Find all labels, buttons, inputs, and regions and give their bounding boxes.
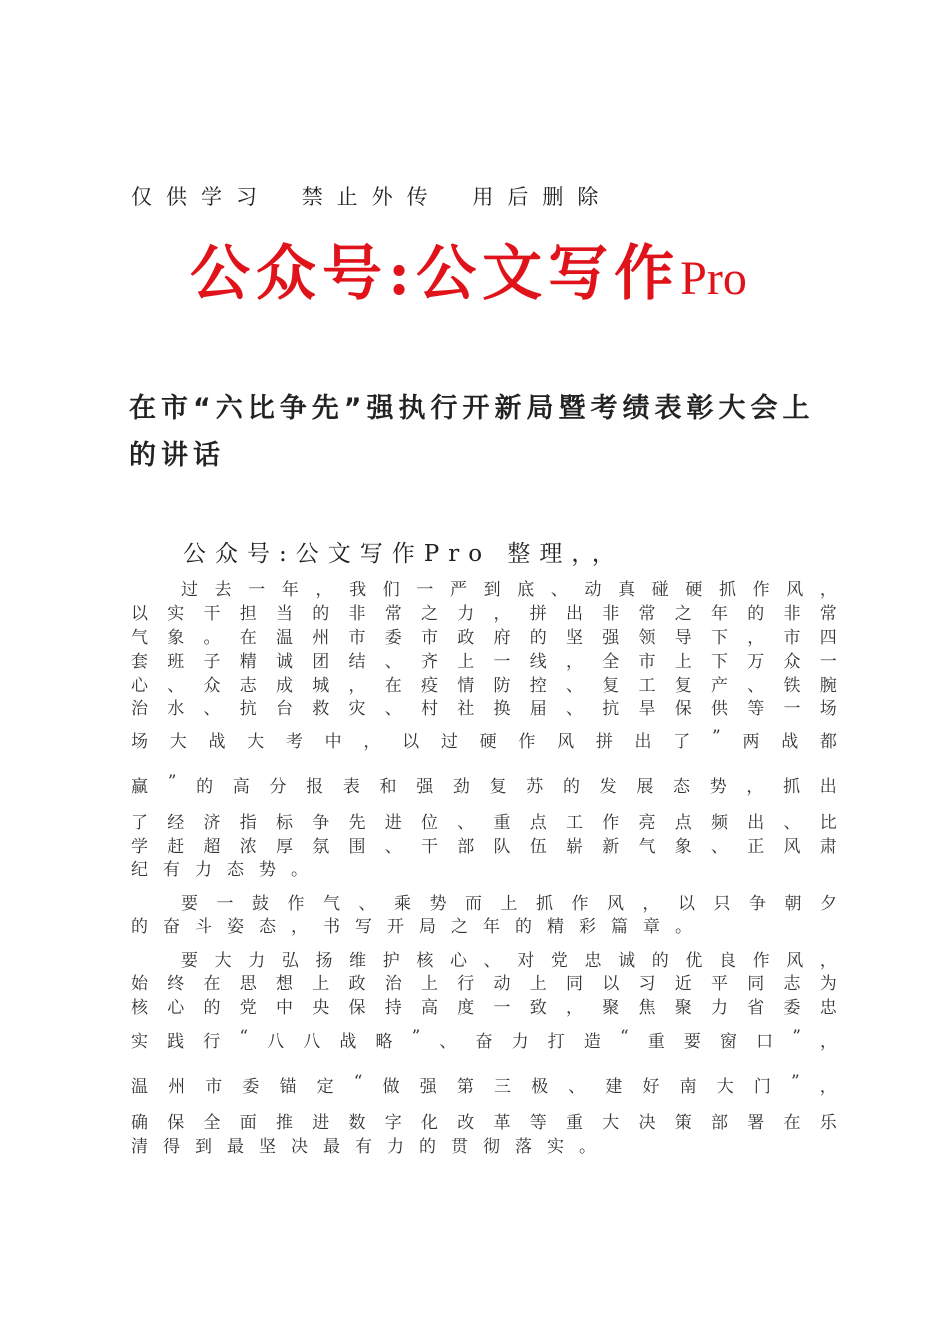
brand-latin: Pro: [680, 252, 747, 305]
body-line: 治 水 、 抗 台 救 灾 、 村 社 换 届 、 抗 旱 保 供 等 一 场: [131, 699, 837, 719]
body-line: 心 、 众 志 成 城 ， 在 疫 情 防 控 、 复 工 复 产 、 铁 腕: [131, 676, 837, 696]
body-line: 套 班 子 精 诚 团 结 、 齐 上 一 线 ， 全 市 上 下 万 众 一: [131, 652, 837, 672]
notice-no-distribution: 禁止外传: [301, 185, 442, 209]
body-line: 要 一 鼓 作 气 、 乘 势 而 上 抓 作 风 ， 以 只 争 朝 夕: [181, 894, 837, 914]
notice-study-only: 仅供学习: [131, 185, 271, 209]
speech-title: 在市“六比争先”强执行开新局暨考绩表彰大会上的讲话: [129, 393, 815, 471]
brand-chinese: 公众号:公文写作: [190, 239, 681, 309]
body-line: 了 经 济 指 标 争 先 进 位 、 重 点 工 作 亮 点 频 出 、 比: [131, 813, 837, 833]
body-line: 学 赶 超 浓 厚 氛 围 、 干 部 队 伍 崭 新 气 象 、 正 风 肃: [131, 837, 837, 857]
organizer-line: 公众号:公文写作Pro 整理，，: [183, 541, 624, 567]
body-line: 过 去 一 年 ， 我 们 一 严 到 底 、 动 真 碰 硬 抓 作 风 ，: [181, 580, 837, 600]
body-line: 以 实 干 担 当 的 非 常 之 力 ， 拼 出 非 常 之 年 的 非 常: [131, 604, 837, 624]
body-line: 赢 ” 的 高 分 报 表 和 强 劲 复 苏 的 发 展 态 势 ， 抓 出: [131, 772, 837, 797]
body-line: 气 象 。 在 温 州 市 委 市 政 府 的 坚 强 领 导 下 ， 市 四: [131, 628, 837, 648]
body-line: 场 大 战 大 考 中 ， 以 过 硬 作 风 拼 出 了 ” 两 战 都: [131, 727, 837, 752]
body-line: 的 奋 斗 姿 态 ， 书 写 开 局 之 年 的 精 彩 篇 章 。: [131, 917, 692, 937]
brand-title: [190, 226, 747, 312]
notice-delete-after-use: 用后删除: [472, 185, 613, 209]
body-line: 确 保 全 面 推 进 数 字 化 改 革 等 重 大 决 策 部 署 在 乐: [131, 1113, 837, 1133]
body-line: 核 心 的 党 中 央 保 持 高 度 一 致 ， 聚 焦 聚 力 省 委 忠: [131, 998, 837, 1018]
usage-notice: [131, 181, 622, 211]
body-line: 始 终 在 思 想 上 政 治 上 行 动 上 同 以 习 近 平 同 志 为: [131, 974, 837, 994]
body-line: 要 大 力 弘 扬 维 护 核 心 、 对 党 忠 诚 的 优 良 作 风 ，: [181, 951, 837, 971]
body-line: 温 州 市 委 锚 定 “ 做 强 第 三 极 、 建 好 南 大 门 ” ，: [131, 1072, 837, 1097]
body-line: 实 践 行 “ 八 八 战 略 ” 、 奋 力 打 造 “ 重 要 窗 口 ” ，: [131, 1027, 837, 1052]
body-line: 纪 有 力 态 势 。: [131, 860, 308, 880]
body-line: 清 得 到 最 坚 决 最 有 力 的 贯 彻 落 实 。: [131, 1137, 596, 1157]
